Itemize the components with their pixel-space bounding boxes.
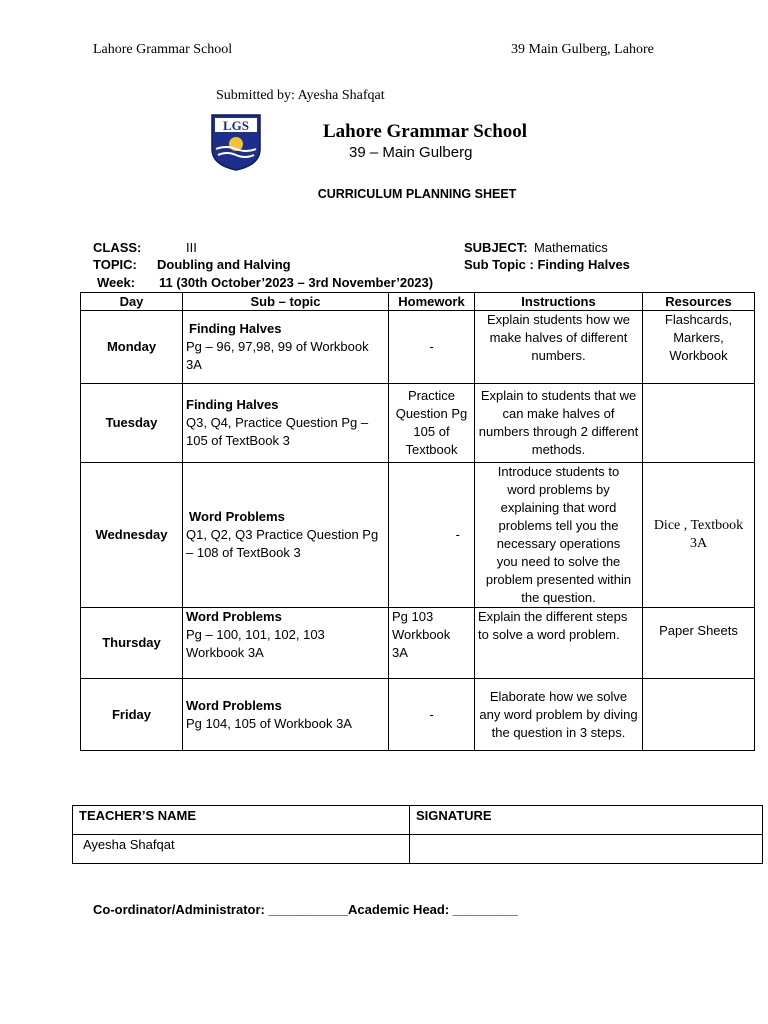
- school-crest-icon: [210, 113, 262, 171]
- row-subtopic-body: Q3, Q4, Practice Question Pg – 105 of TextBook 3: [186, 415, 369, 448]
- sheet-title: CURRICULUM PLANNING SHEET: [317, 187, 517, 201]
- row-resources: [643, 384, 755, 463]
- row-homework: -: [389, 311, 475, 384]
- topic-value: Doubling and Halving: [157, 257, 291, 272]
- row-day: Friday: [81, 679, 183, 751]
- row-resources: Dice , Textbook 3A: [643, 463, 755, 608]
- school-address: 39 – Main Gulberg: [349, 144, 473, 161]
- row-subtopic-body: Pg 104, 105 of Workbook 3A: [186, 715, 352, 731]
- row-instructions: Explain to students that we can make halves of numbers through 2 different methods.: [475, 384, 643, 463]
- row-day: Tuesday: [81, 384, 183, 463]
- row-instructions: Elaborate how we solve any word problem by diving the question in 3 steps.: [475, 679, 643, 751]
- planning-table: [80, 292, 755, 751]
- row-subtopic-body: Q1, Q2, Q3 Practice Question Pg – 108 of TextBook 3: [186, 527, 379, 560]
- teacher-name-label: TEACHER’S NAME: [73, 806, 410, 835]
- header-subtopic: Sub – topic: [183, 293, 389, 311]
- header-homework: Homework: [389, 293, 475, 311]
- week-label: Week:: [97, 275, 136, 290]
- row-instructions: Introduce students to word problems by explaining that word problems tell you the necessary operations you need to solve the problem presented within the question.: [475, 463, 643, 608]
- header-address: 39 Main Gulberg, Lahore: [511, 42, 654, 57]
- table-header-row: [81, 293, 755, 311]
- signature-label: SIGNATURE: [410, 806, 763, 835]
- row-subtopic-title: Word Problems: [189, 509, 285, 524]
- table-row: [81, 608, 755, 679]
- school-title: Lahore Grammar School: [323, 121, 528, 142]
- row-homework: Practice Question Pg 105 of Textbook: [389, 384, 475, 463]
- row-subtopic: [183, 463, 389, 608]
- class-label: CLASS:: [93, 240, 142, 255]
- table-row: [81, 463, 755, 608]
- subject-label: SUBJECT:: [464, 240, 528, 255]
- row-resources: [643, 679, 755, 751]
- row-day: Monday: [81, 311, 183, 384]
- submitted-by: Submitted by: Ayesha Shafqat: [216, 88, 385, 103]
- header-resources: Resources: [643, 293, 755, 311]
- teacher-name-value: Ayesha Shafqat: [73, 835, 410, 864]
- subtopic-label: Sub Topic :: [464, 257, 534, 272]
- row-day: Thursday: [81, 608, 183, 679]
- header-instructions: Instructions: [475, 293, 643, 311]
- table-row: [81, 311, 755, 384]
- table-row: [81, 384, 755, 463]
- week-value: 11 (30th October’2023 – 3rd November’2023): [159, 275, 434, 290]
- row-subtopic: [183, 311, 389, 384]
- row-resources: Flashcards, Markers, Workbook: [643, 311, 755, 384]
- row-subtopic: [183, 608, 389, 679]
- row-subtopic: [183, 679, 389, 751]
- subject-value: Mathematics: [534, 240, 608, 255]
- row-day: Wednesday: [81, 463, 183, 608]
- class-value: III: [186, 240, 197, 255]
- logo-text: LGS: [222, 118, 250, 133]
- row-subtopic-body: Pg – 100, 101, 102, 103 Workbook 3A: [186, 627, 325, 660]
- signature-value: [410, 835, 763, 864]
- row-instructions: Explain the different steps to solve a word problem.: [475, 608, 643, 679]
- row-subtopic-title: Word Problems: [186, 697, 282, 713]
- row-subtopic-title: Finding Halves: [189, 321, 282, 336]
- subtopic-line: [464, 257, 630, 272]
- row-subtopic-body: Pg – 96, 97,98, 99 of Workbook 3A: [186, 339, 369, 372]
- row-resources: Paper Sheets: [643, 608, 755, 679]
- table-row: [81, 679, 755, 751]
- header-day: Day: [81, 293, 183, 311]
- footer-signoff-line: Co-ordinator/Administrator: ___________Academic Head: _________: [93, 902, 518, 917]
- row-instructions: Explain students how we make halves of different numbers.: [475, 311, 643, 384]
- subtopic-value: Finding Halves: [537, 257, 630, 272]
- header-school-name: Lahore Grammar School: [93, 42, 233, 57]
- row-subtopic-title: Finding Halves: [186, 397, 279, 412]
- row-subtopic-title: Word Problems: [186, 609, 282, 624]
- row-homework: -: [389, 463, 475, 608]
- row-homework: -: [389, 679, 475, 751]
- signoff-table: [72, 805, 763, 864]
- topic-label: TOPIC:: [93, 257, 137, 272]
- row-subtopic: [183, 384, 389, 463]
- row-homework: Pg 103 Workbook 3A: [389, 608, 475, 679]
